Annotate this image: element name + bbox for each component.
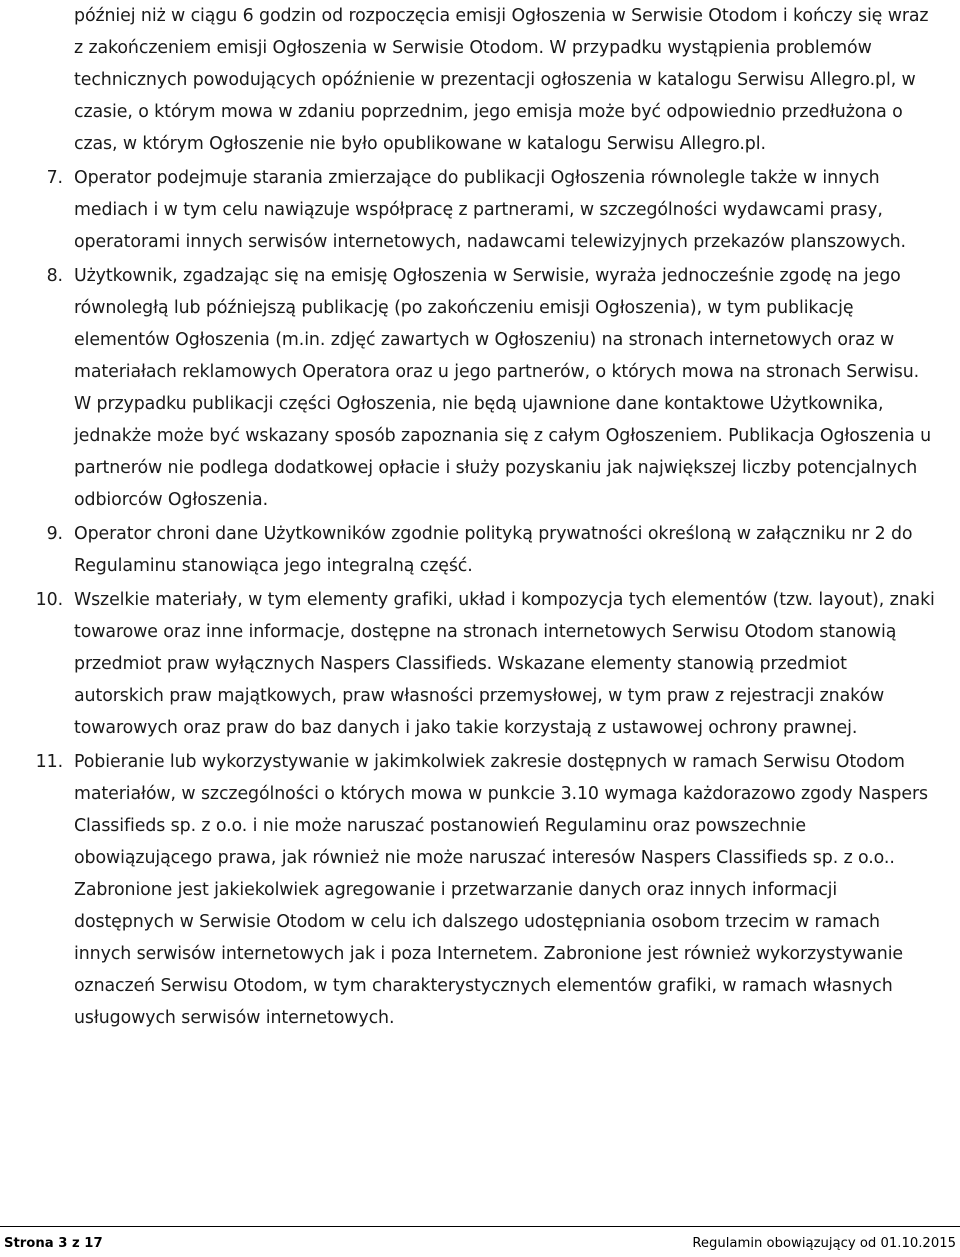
- list-item: [0, 260, 938, 516]
- item-text: Użytkownik, zgadzając się na emisję Ogłoszenia w Serwisie, wyraża jednocześnie zgodę na jego równoległą lub późniejszą publikację (po zakończeniu emisji Ogłoszenia), w tym publikację elementów Ogłoszenia (m.in. zdjęć zawartych w Ogłoszeniu) na stronach internetowych oraz w materiałach reklamowych Operatora oraz u jego partnerów, o których mowa na stronach Serwisu. W przypadku publikacji części Ogłoszenia, nie będą ujawnione dane kontaktowe Użytkownika, jednakże może być wskazany sposób zapoznania się z całym Ogłoszeniem. Publikacja Ogłoszenia u partnerów nie podlega dodatkowej opłacie i służy pozyskaniu jak największej liczby potencjalnych odbiorców Ogłoszenia.: [74, 266, 931, 510]
- list-item: [0, 746, 938, 1034]
- page-number: Strona 3 z 17: [4, 1236, 103, 1251]
- item-number: 8.: [46, 266, 63, 286]
- item-number: 10.: [35, 590, 63, 610]
- item-text: Pobieranie lub wykorzystywanie w jakimkolwiek zakresie dostępnych w ramach Serwisu Otodom materiałów, w szczególności o których mowa w punkcie 3.10 wymaga każdorazowo zgody Naspers Classifieds sp. z o.o. i nie może naruszać postanowień Regulaminu oraz powszechnie obowiązującego prawa, jak również nie może naruszać interesów Naspers Classifieds sp. z o.o.. Zabronione jest jakiekolwiek agregowanie i przetwarzanie danych oraz innych informacji dostępnych w Serwisie Otodom w celu ich dalszego udostępniania osobom trzecim w ramach innych serwisów internetowych jak i poza Internetem. Zabronione jest również wykorzystywanie oznaczeń Serwisu Otodom, w tym charakterystycznych elementów grafiki, w ramach własnych usługowych serwisów internetowych.: [74, 752, 928, 1028]
- item-text: Operator chroni dane Użytkowników zgodnie polityką prywatności określoną w załączniku nr 2 do Regulaminu stanowiąca jego integralną część.: [74, 524, 913, 576]
- item-text: Operator podejmuje starania zmierzające do publikacji Ogłoszenia równolegle także w innych mediach i w tym celu nawiązuje współpracę z partnerami, w szczególności wydawcami prasy, operatorami innych serwisów internetowych, nadawcami telewizyjnych przekazów planszowych.: [74, 168, 906, 252]
- item-number: 11.: [35, 752, 63, 772]
- page-footer: [0, 1226, 960, 1257]
- list-item: [0, 162, 938, 258]
- item-number: 9.: [46, 524, 63, 544]
- item-text: Wszelkie materiały, w tym elementy grafiki, układ i kompozycja tych elementów (tzw. layout), znaki towarowe oraz inne informacje, dostępne na stronach internetowych Serwisu Otodom stanowią przedmiot praw wyłącznych Naspers Classifieds. Wskazane elementy stanowią przedmiot autorskich praw majątkowych, praw własności przemysłowej, w tym praw z rejestracji znaków towarowych oraz praw do baz danych i jako takie korzystają z ustawowej ochrony prawnej.: [74, 590, 935, 738]
- continued-paragraph: później niż w ciągu 6 godzin od rozpoczęcia emisji Ogłoszenia w Serwisie Otodom i kończy się wraz z zakończeniem emisji Ogłoszenia w Serwisie Otodom. W przypadku wystąpienia problemów technicznych powodujących opóźnienie w prezentacji ogłoszenia w katalogu Serwisu Allegro.pl, w czasie, o którym mowa w zdaniu poprzednim, jego emisja może być odpowiednio przedłużona o czas, w którym Ogłoszenie nie było opublikowane w katalogu Serwisu Allegro.pl.: [74, 6, 929, 154]
- regulation-validity-date: Regulamin obowiązujący od 01.10.2015: [692, 1236, 956, 1251]
- list-item: [0, 518, 938, 582]
- item-number: 7.: [46, 168, 63, 188]
- list-item: [0, 584, 938, 744]
